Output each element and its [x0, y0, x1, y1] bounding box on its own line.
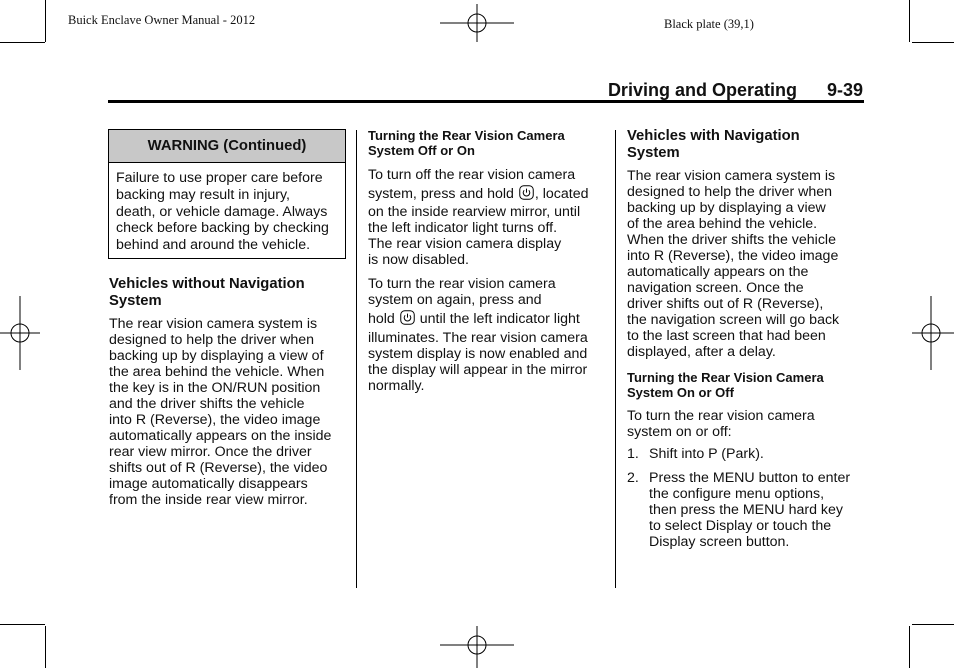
step-number: 2.: [627, 470, 639, 486]
manual-title: Buick Enclave Owner Manual - 2012: [68, 13, 256, 27]
text-line: is now disabled.: [368, 252, 469, 268]
registration-mark-icon: [912, 296, 954, 370]
text-line: the navigation screen will go back: [627, 312, 840, 328]
text-line: the area behind the vehicle. When: [109, 364, 325, 380]
crop-mark: [45, 626, 46, 668]
text-line: system, press and hold , located: [368, 186, 589, 202]
plate-label: Black plate (39,1): [664, 17, 754, 31]
registration-mark-icon: [440, 626, 514, 668]
text-line: image automatically disappears: [109, 476, 308, 492]
paragraph: [368, 166, 604, 268]
column-right: [627, 128, 865, 550]
text-line: displayed, after a delay.: [627, 344, 776, 360]
text-line: the configure menu options,: [649, 486, 825, 502]
text-line: Display screen button.: [649, 534, 790, 550]
text-line: navigation screen. Once the: [627, 280, 804, 296]
text-line: the display will appear in the mirror: [368, 362, 588, 378]
text-line: designed to help the driver when: [109, 332, 315, 348]
paragraph: [627, 408, 865, 440]
list-item: [627, 470, 865, 550]
text-line: into R (Reverse), the video image: [627, 248, 839, 264]
text-line: behind and around the vehicle.: [116, 237, 311, 254]
text-line: to select Display or touch the: [649, 518, 832, 534]
list-item: [627, 446, 865, 462]
crop-mark: [45, 0, 46, 42]
registration-mark-icon: [440, 4, 514, 42]
warning-box: [108, 129, 346, 259]
section-rule: [108, 100, 864, 103]
text-line: driver shifts out of R (Reverse),: [627, 296, 824, 312]
text-line: backing up by displaying a view of: [109, 348, 324, 364]
text-line: check before backing by checking: [116, 220, 329, 237]
text-line: the left indicator light turns off.: [368, 220, 558, 236]
column-middle: [368, 128, 604, 394]
text-line: Press the MENU button to enter: [649, 470, 851, 486]
warning-heading: WARNING (Continued): [109, 130, 345, 163]
text-line: hold until the left indicator light: [368, 311, 580, 327]
paragraph: [627, 168, 865, 360]
column-divider: [615, 130, 616, 588]
text-line: system on again, press and: [368, 292, 542, 308]
section-header: [608, 80, 863, 101]
text-line: system display is now enabled and: [368, 346, 588, 362]
text-line: automatically appears on the: [627, 264, 809, 280]
heading-vehicles-without-navigation: Vehicles without Navigation System: [109, 276, 305, 309]
power-button-icon: [400, 310, 415, 325]
column-left: [109, 276, 349, 508]
text-line: shifts out of R (Reverse), the video: [109, 460, 328, 476]
section-title: Driving and Operating: [607, 80, 797, 100]
paragraph: [368, 276, 604, 394]
text-line: system on or off:: [627, 424, 732, 440]
text-line: rear view mirror. Once the driver: [109, 444, 312, 460]
text-line: on the inside rearview mirror, until: [368, 204, 581, 220]
text-line: then press the MENU hard key: [649, 502, 843, 518]
registration-mark-icon: [0, 296, 40, 370]
crop-mark: [912, 42, 954, 43]
crop-mark: [909, 0, 910, 42]
text-line: When the driver shifts the vehicle: [627, 232, 836, 248]
heading-turning-off-on: Turning the Rear Vision Camera System Off or On: [368, 128, 565, 158]
step-number: 1.: [627, 446, 639, 462]
paragraph: [109, 316, 349, 508]
crop-mark: [909, 626, 910, 668]
text-line: The rear vision camera system is: [627, 168, 836, 184]
text-line: To turn the rear vision camera: [627, 408, 815, 424]
heading-turning-on-off: Turning the Rear Vision Camera System On or Off: [627, 370, 824, 400]
heading-vehicles-with-navigation: Vehicles with Navigation System: [627, 128, 800, 161]
crop-mark: [0, 624, 45, 625]
text-line: the key is in the ON/RUN position: [109, 380, 321, 396]
text-line: illuminates. The rear vision camera: [368, 330, 588, 346]
text-line: death, or vehicle damage. Always: [116, 203, 328, 220]
text-line: automatically appears on the inside: [109, 428, 332, 444]
power-button-icon: [519, 185, 534, 200]
text-line: backing up by displaying a view: [627, 200, 826, 216]
text-line: To turn the rear vision camera: [368, 276, 556, 292]
text-line: Failure to use proper care before: [116, 170, 323, 186]
page-number: 9-39: [826, 80, 863, 100]
text-line: The rear vision camera system is: [109, 316, 318, 332]
text-line: Shift into P (Park).: [649, 446, 764, 462]
text-line: to the last screen that had been: [627, 328, 826, 344]
text-line: backing may result in injury,: [116, 186, 290, 203]
text-line: from the inside rear view mirror.: [109, 492, 308, 508]
text-line: designed to help the driver when: [627, 184, 833, 200]
text-line: normally.: [368, 378, 425, 394]
text-line: of the area behind the vehicle.: [627, 216, 818, 232]
warning-text: [109, 163, 345, 254]
crop-mark: [0, 42, 45, 43]
text-line: into R (Reverse), the video image: [109, 412, 321, 428]
column-divider: [356, 130, 357, 588]
text-line: The rear vision camera display: [368, 236, 562, 252]
text-line: and the driver shifts the vehicle: [109, 396, 305, 412]
text-line: To turn off the rear vision camera: [368, 167, 576, 183]
crop-mark: [912, 624, 954, 625]
